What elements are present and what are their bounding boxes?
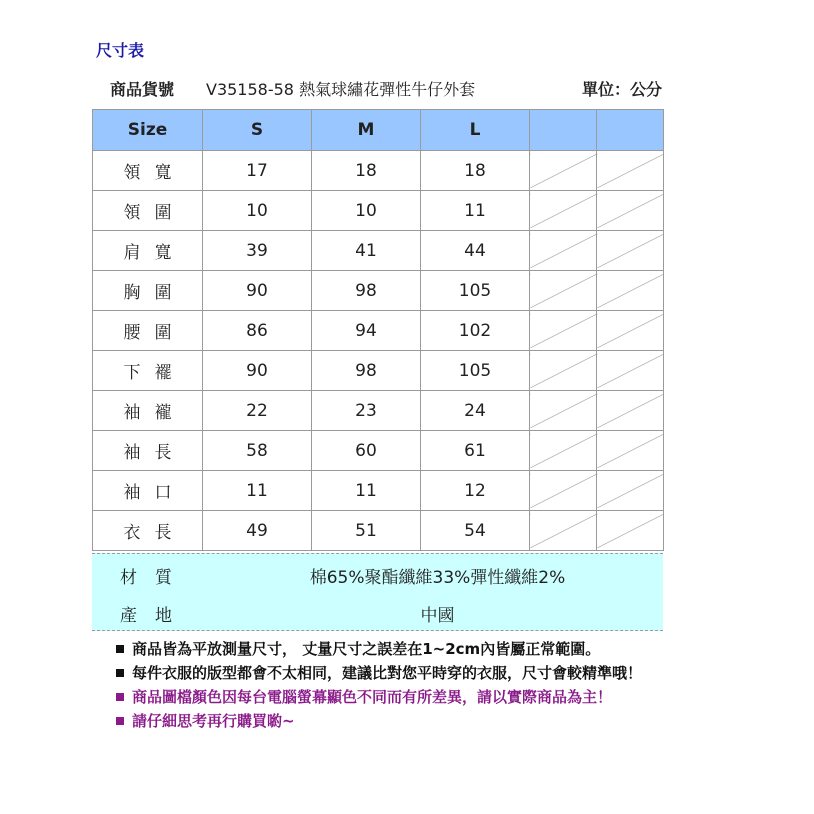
header-m: M: [312, 110, 421, 151]
material-row: [92, 554, 663, 592]
empty-slash-cell: [597, 231, 664, 271]
measurement-value: 23: [312, 391, 421, 431]
measurement-value: 41: [312, 231, 421, 271]
empty-slash-cell: [530, 231, 597, 271]
measurement-label: 腰圍: [93, 311, 203, 351]
measurement-value: 10: [312, 191, 421, 231]
square-bullet-icon: [116, 669, 124, 677]
material-label: 材質: [120, 568, 190, 588]
note-item: [116, 710, 806, 734]
header-l: L: [421, 110, 530, 151]
origin-label: 產地: [120, 606, 190, 626]
square-bullet-icon: [116, 645, 124, 653]
measurement-label: 領圍: [93, 191, 203, 231]
measurement-value: 102: [421, 311, 530, 351]
measurement-label: 胸圍: [93, 271, 203, 311]
empty-slash-cell: [597, 191, 664, 231]
measurement-value: 105: [421, 271, 530, 311]
origin-value: 中國: [420, 606, 455, 626]
measurement-label: 袖襱: [93, 391, 203, 431]
measurement-label: 下襬: [93, 351, 203, 391]
note-text: 請仔細思考再行購買喲~: [132, 712, 295, 730]
note-text: 每件衣服的版型都會不太相同，建議比對您平時穿的衣服，尺寸會較精準哦！: [132, 664, 643, 682]
notes-list: [116, 638, 806, 734]
measurement-value: 22: [203, 391, 312, 431]
measurement-value: 49: [203, 511, 312, 551]
measurement-value: 44: [421, 231, 530, 271]
empty-slash-cell: [530, 431, 597, 471]
square-bullet-icon: [116, 717, 124, 725]
product-info-row: [110, 77, 662, 101]
measurement-label: 肩寬: [93, 231, 203, 271]
measurement-value: 39: [203, 231, 312, 271]
note-text: 商品圖檔顏色因每台電腦螢幕顯色不同而有所差異，請以實際商品為主！: [132, 688, 613, 706]
empty-slash-cell: [597, 511, 664, 551]
measurement-value: 18: [312, 151, 421, 191]
material-value: 棉65%聚酯纖維33%彈性纖維2%: [309, 568, 566, 588]
note-item: [116, 686, 806, 710]
measurement-value: 10: [203, 191, 312, 231]
origin-row: [92, 592, 663, 630]
empty-slash-cell: [597, 151, 664, 191]
measurement-value: 60: [312, 431, 421, 471]
header-size: Size: [93, 110, 203, 151]
measurement-value: 105: [421, 351, 530, 391]
size-row: [93, 191, 664, 231]
size-row: [93, 271, 664, 311]
measurement-value: 17: [203, 151, 312, 191]
unit-label: 單位：公分: [581, 80, 662, 99]
empty-slash-cell: [597, 351, 664, 391]
empty-slash-cell: [530, 311, 597, 351]
measurement-value: 90: [203, 271, 312, 311]
empty-slash-cell: [530, 271, 597, 311]
measurement-value: 58: [203, 431, 312, 471]
size-header-row: [93, 110, 664, 151]
measurement-value: 86: [203, 311, 312, 351]
size-row: [93, 511, 664, 551]
measurement-value: 90: [203, 351, 312, 391]
empty-slash-cell: [597, 271, 664, 311]
measurement-value: 11: [203, 471, 312, 511]
size-row: [93, 391, 664, 431]
measurement-value: 54: [421, 511, 530, 551]
measurement-value: 98: [312, 351, 421, 391]
measurement-label: 領寬: [93, 151, 203, 191]
size-row: [93, 351, 664, 391]
empty-slash-cell: [597, 431, 664, 471]
material-block: [92, 553, 663, 631]
measurement-value: 12: [421, 471, 530, 511]
size-row: [93, 471, 664, 511]
header-s: S: [203, 110, 312, 151]
empty-slash-cell: [530, 391, 597, 431]
measurement-value: 61: [421, 431, 530, 471]
empty-slash-cell: [530, 351, 597, 391]
note-text: 商品皆為平放測量尺寸， 丈量尺寸之誤差在1~2cm內皆屬正常範圍。: [132, 640, 601, 658]
measurement-label: 衣長: [93, 511, 203, 551]
measurement-label: 袖口: [93, 471, 203, 511]
size-row: [93, 151, 664, 191]
size-table-body: [93, 151, 664, 551]
measurement-value: 11: [312, 471, 421, 511]
product-code-name: V35158-58 熱氣球繡花彈性牛仔外套: [206, 80, 476, 99]
empty-slash-cell: [530, 471, 597, 511]
empty-slash-cell: [597, 391, 664, 431]
header-empty-1: [530, 110, 597, 151]
measurement-value: 94: [312, 311, 421, 351]
empty-slash-cell: [597, 471, 664, 511]
size-table: [92, 109, 664, 551]
header-empty-2: [597, 110, 664, 151]
measurement-value: 98: [312, 271, 421, 311]
size-row: [93, 311, 664, 351]
empty-slash-cell: [597, 311, 664, 351]
empty-slash-cell: [530, 191, 597, 231]
note-item: [116, 662, 806, 686]
square-bullet-icon: [116, 693, 124, 701]
measurement-label: 袖長: [93, 431, 203, 471]
empty-slash-cell: [530, 511, 597, 551]
note-item: [116, 638, 806, 662]
page-title: 尺寸表: [96, 41, 145, 60]
measurement-value: 11: [421, 191, 530, 231]
product-code-label: 商品貨號: [110, 80, 175, 99]
size-row: [93, 231, 664, 271]
measurement-value: 24: [421, 391, 530, 431]
measurement-value: 51: [312, 511, 421, 551]
measurement-value: 18: [421, 151, 530, 191]
size-row: [93, 431, 664, 471]
empty-slash-cell: [530, 151, 597, 191]
